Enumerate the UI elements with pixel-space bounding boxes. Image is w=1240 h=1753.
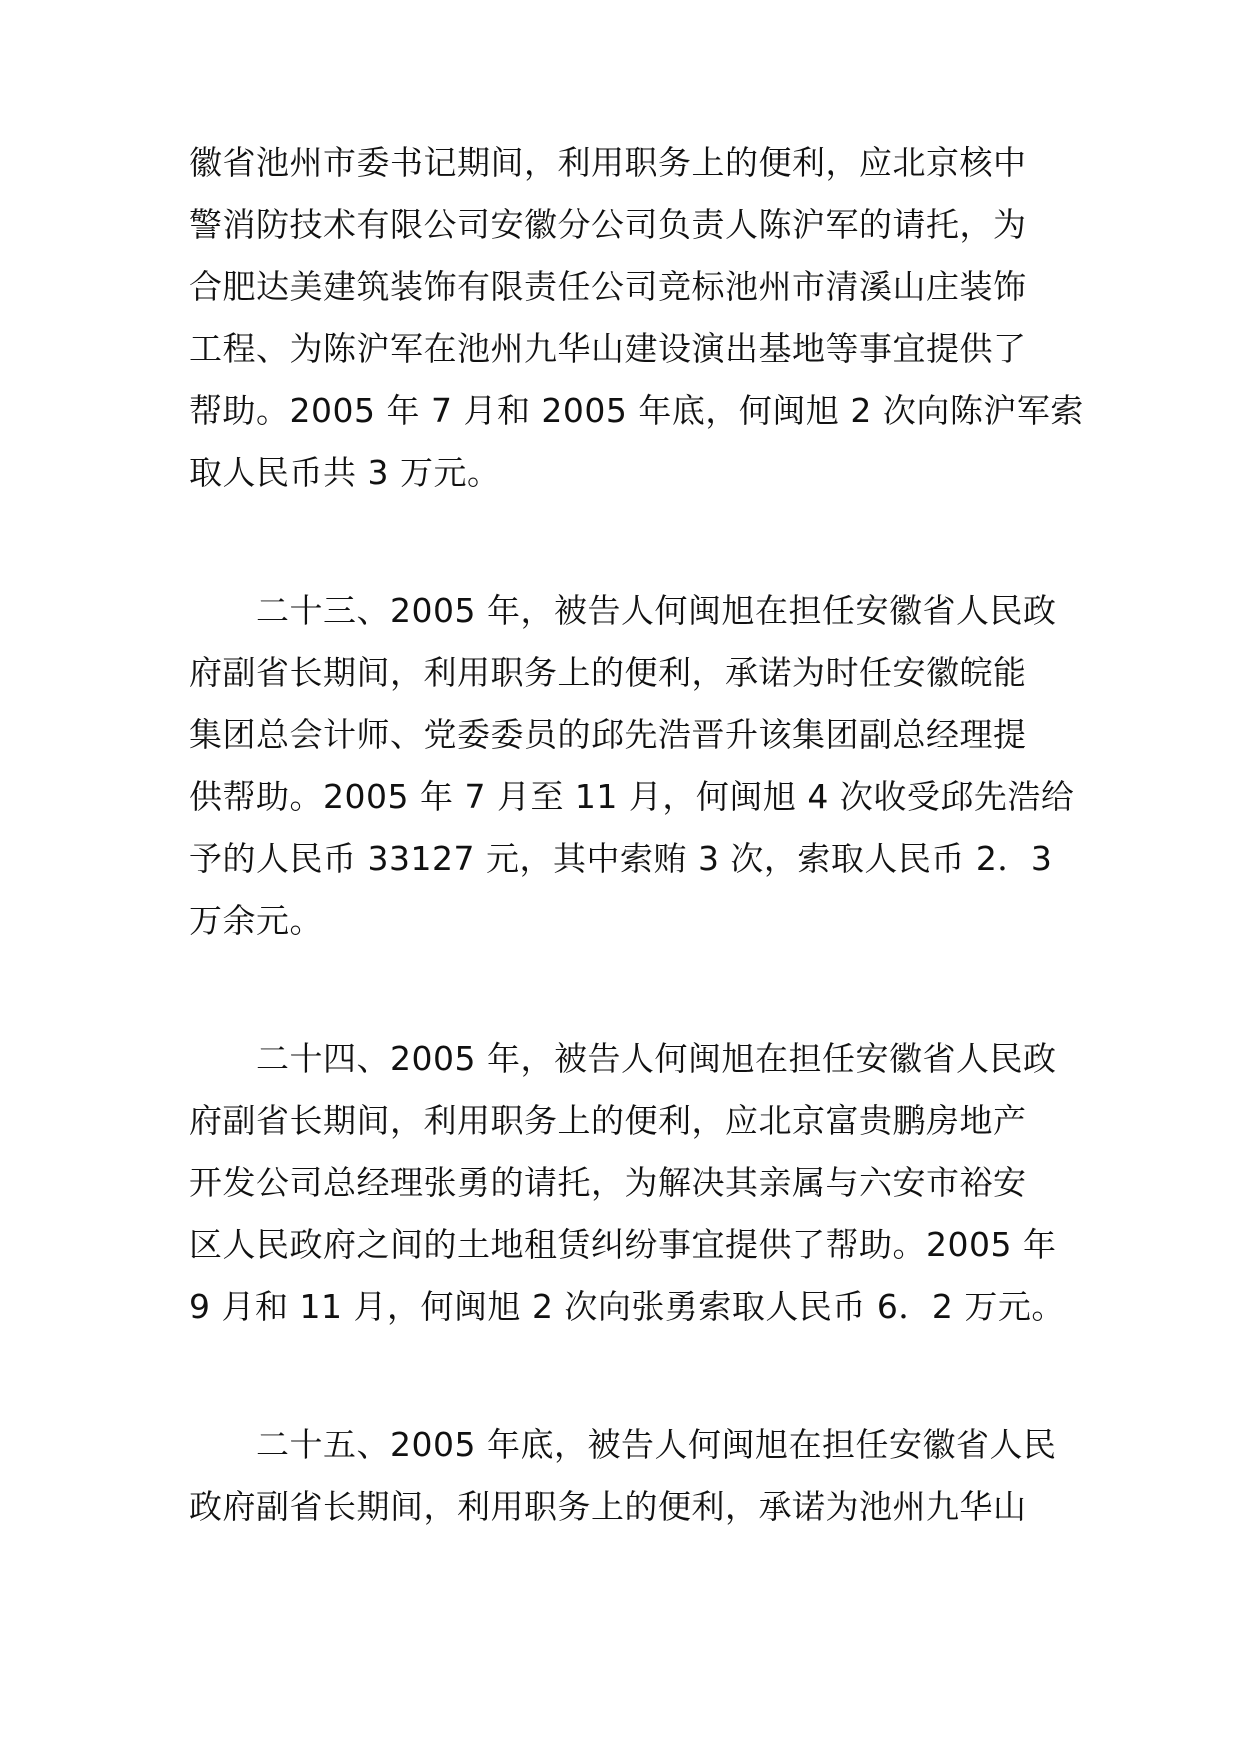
paragraph-first-line: 二十三、2005 年，被告人何闽旭在担任安徽省人民政 (256, 591, 1057, 630)
text-line: 徽省池州市委书记期间，利用职务上的便利，应北京核中 (189, 143, 1027, 182)
text-line: 警消防技术有限公司安徽分公司负责人陈沪军的请托，为 (189, 205, 1027, 244)
text-line: 帮助。2005 年 7 月和 2005 年底，何闽旭 2 次向陈沪军索 (189, 391, 1084, 430)
paragraph-first-line: 二十五、2005 年底，被告人何闽旭在担任安徽省人民 (256, 1425, 1057, 1464)
text-line: 政府副省长期间，利用职务上的便利，承诺为池州九华山 (189, 1487, 1027, 1526)
text-line: 取人民币共 3 万元。 (189, 453, 501, 492)
text-line: 合肥达美建筑装饰有限责任公司竞标池州市清溪山庄装饰 (189, 267, 1027, 306)
text-line: 万余元。 (189, 901, 323, 940)
text-line: 开发公司总经理张勇的请托，为解决其亲属与六安市裕安 (189, 1163, 1027, 1202)
text-line: 集团总会计师、党委委员的邱先浩晋升该集团副总经理提 (189, 715, 1027, 754)
text-line: 府副省长期间，利用职务上的便利，应北京富贵鹏房地产 (189, 1101, 1027, 1140)
text-line: 府副省长期间，利用职务上的便利，承诺为时任安徽皖能 (189, 653, 1027, 692)
text-line: 工程、为陈沪军在池州九华山建设演出基地等事宜提供了 (189, 329, 1027, 368)
text-line: 区人民政府之间的土地租赁纠纷事宜提供了帮助。2005 年 (189, 1225, 1057, 1264)
text-line: 予的人民币 33127 元，其中索贿 3 次，索取人民币 2．3 (189, 839, 1053, 878)
paragraph-first-line: 二十四、2005 年，被告人何闽旭在担任安徽省人民政 (256, 1039, 1057, 1078)
text-line: 供帮助。2005 年 7 月至 11 月，何闽旭 4 次收受邱先浩给 (189, 777, 1075, 816)
text-line: 9 月和 11 月，何闽旭 2 次向张勇索取人民币 6．2 万元。 (189, 1287, 1065, 1326)
